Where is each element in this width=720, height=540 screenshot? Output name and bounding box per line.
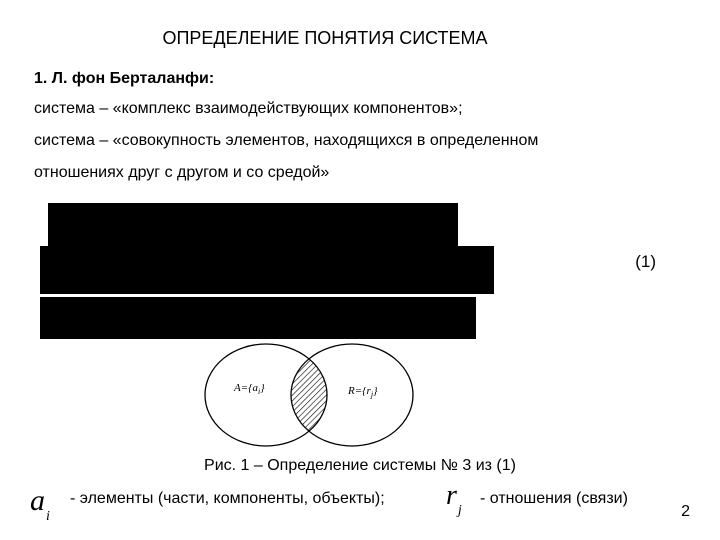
definition-text-2-line-1: система – «совокупность элементов, находящихся в определенном [34,132,539,149]
venn-label-relations: $R=\{r_j\}$ [348,385,378,399]
slide-title: ОПРЕДЕЛЕНИЕ ПОНЯТИЯ СИСТЕМА [162,28,488,48]
figure-caption: Рис. 1 – Определение системы № 3 из (1) [204,457,516,474]
definition-text-2-line-2: отношениях друг с другом и со средой» [34,164,330,181]
redacted-formula-line-2 [40,246,494,294]
symbol-a-i: $a_i$ [30,484,50,524]
definition-heading: 1. Л. фон Берталанфи: [34,70,215,87]
redacted-formula-line-3 [40,297,476,339]
formula-number: (1) [635,252,656,271]
venn-label-elements: $A=\{a_i\}$ [234,382,265,396]
definition-text-1: система – «комплекс взаимодействующих компонентов»; [34,100,463,117]
page-number: 2 [681,503,690,520]
legend-relations-text: - отношения (связи) [480,490,628,507]
symbol-r-j: $r_j$ [446,480,462,518]
legend-elements-text: - элементы (части, компоненты, объекты); [70,490,385,507]
redacted-formula-line-1 [48,203,458,247]
venn-diagram [200,340,420,452]
